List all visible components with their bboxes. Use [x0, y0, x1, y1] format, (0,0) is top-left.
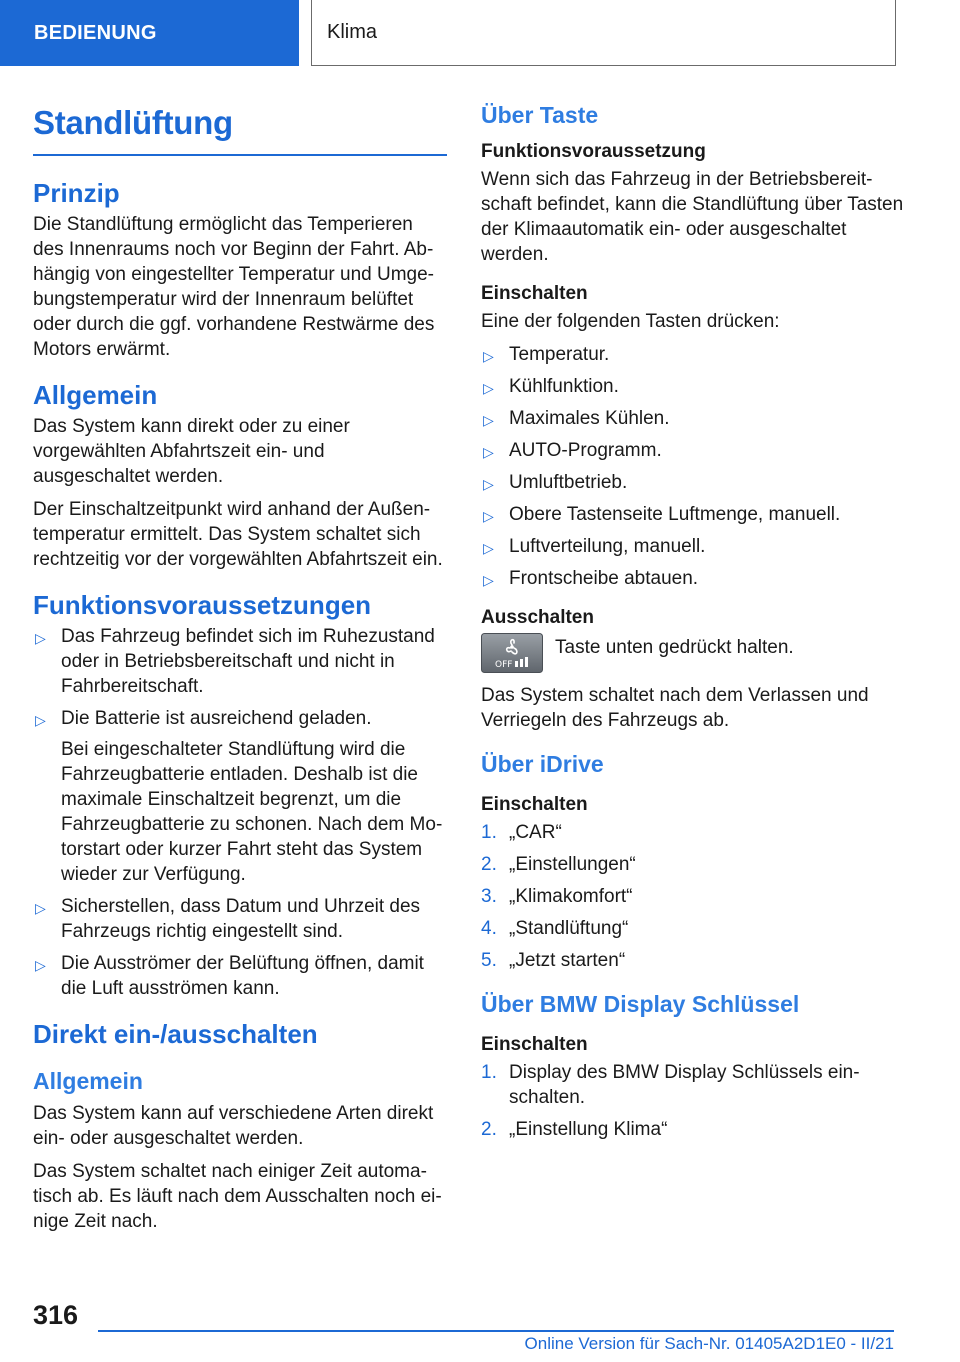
- header-section-tab: BEDIENUNG: [0, 0, 299, 66]
- heading-prinzip: Prinzip: [33, 178, 120, 208]
- list-item: 2. „Einstellung Klima“: [481, 1119, 668, 1140]
- step-number: 4.: [481, 918, 497, 939]
- left-column: [33, 96, 447, 1242]
- heading-einschalten-bmwkey: Einschalten: [481, 1034, 588, 1055]
- triangle-bullet-icon: ▷: [483, 380, 494, 396]
- paragraph-direkt-2: Das System schaltet nach einiger Zeit automatisch ab. Es läuft nach dem Ausschalten noch einige Zeit nach.: [33, 1161, 442, 1232]
- fan-off-instruction: [481, 633, 911, 673]
- list-item: ▷ Die Batterie ist ausreichend geladen. Bei eingeschalteter Standlüftung wird die Fahrzeugbatterie entladen. Deshalb ist die maximale Einschaltzeit begrenzt, um die Fahrzeugbatterie zu schonen. Nach dem Motorstart oder kurzer Fahrt steht das System wieder zur Verfügung.: [33, 706, 447, 887]
- triangle-bullet-icon: ▷: [483, 412, 494, 428]
- paragraph-ausschalten: Taste unten gedrückt halten.: [555, 637, 794, 658]
- keys-list: [481, 342, 911, 591]
- paragraph-prinzip: Die Standlüftung ermöglicht das Temperieren des Innenraums noch vor Beginn der Fahrt. Abhängig von eingestellter Temperatur und Umgebungstemperatur wird der Innenraum belüftet oder durch die ggf. vorhandene Restwärme des Motors erwärmt.: [33, 214, 435, 360]
- list-item: ▷ AUTO-Programm.: [481, 438, 911, 463]
- triangle-bullet-icon: ▷: [483, 444, 494, 460]
- paragraph-allgemein-1: Das System kann direkt oder zu einer vorgewählten Abfahrtszeit ein- und ausgeschaltet werden.: [33, 416, 350, 487]
- triangle-bullet-icon: ▷: [483, 572, 494, 588]
- heading-einschalten-idrive: Einschalten: [481, 794, 588, 815]
- heading-ueber-idrive: Über iDrive: [481, 751, 604, 777]
- step-number: 5.: [481, 950, 497, 971]
- list-item: 5. „Jetzt starten“: [481, 950, 626, 971]
- fan-off-icon: [481, 633, 543, 673]
- triangle-bullet-icon: ▷: [35, 900, 46, 916]
- triangle-bullet-icon: ▷: [35, 630, 46, 646]
- requirements-list: [33, 624, 447, 1001]
- list-item: ▷ Temperatur.: [481, 342, 911, 367]
- list-item: 1. Display des BMW Display Schlüssels einschalten.: [481, 1062, 860, 1108]
- heading-funktionsvoraussetzung: Funktionsvoraussetzung: [481, 141, 706, 162]
- list-item: ▷ Obere Tastenseite Luftmenge, manuell.: [481, 502, 911, 527]
- list-item: 1. „CAR“: [481, 822, 562, 843]
- step-number: 2.: [481, 1119, 497, 1140]
- list-item: ▷ Umluftbetrieb.: [481, 470, 911, 495]
- heading-einschalten-taste: Einschalten: [481, 283, 588, 304]
- step-number: 1.: [481, 1062, 497, 1083]
- battery-note: Bei eingeschalteter Standlüftung wird die Fahrzeugbatterie entladen. Deshalb ist die maximale Einschaltzeit begrenzt, um die Fahrzeugbatterie zu schonen. Nach dem Motorstart oder kurzer Fahrt steht das System wieder zur Verfügung.: [61, 739, 443, 885]
- list-item: 3. „Klimakomfort“: [481, 886, 633, 907]
- list-item: ▷ Kühlfunktion.: [481, 374, 911, 399]
- list-item: ▷ Maximales Kühlen.: [481, 406, 911, 431]
- idrive-steps: [481, 820, 911, 973]
- heading-allgemein: Allgemein: [33, 380, 158, 410]
- heading-ueber-taste: Über Taste: [481, 102, 599, 128]
- header-chapter: Klima: [311, 0, 896, 66]
- paragraph-einschalten-taste: Eine der folgenden Tasten drücken:: [481, 311, 780, 332]
- heading-direkt: Direkt ein-/ausschalten: [33, 1019, 318, 1049]
- list-item: ▷ Frontscheibe abtauen.: [481, 566, 911, 591]
- footer-version-text: Online Version für Sach-Nr. 01405A2D1E0 - II/21: [524, 1334, 894, 1353]
- heading-funktionsvoraussetzungen: Funktionsvoraussetzungen: [33, 590, 372, 620]
- page-title: Standlüftung: [33, 104, 447, 156]
- triangle-bullet-icon: ▷: [483, 348, 494, 364]
- list-item: ▷ Das Fahrzeug befindet sich im Ruhezustand oder in Betriebsbereitschaft und nicht in Fahrbereitschaft.: [35, 626, 435, 697]
- step-number: 2.: [481, 854, 497, 875]
- svg-text:OFF: OFF: [495, 660, 513, 670]
- page-number: 316: [33, 1300, 79, 1330]
- footer-divider: [98, 1330, 894, 1332]
- triangle-bullet-icon: ▷: [483, 476, 494, 492]
- paragraph-funktionsvoraussetzung: Wenn sich das Fahrzeug in der Betriebsbereitschaft befindet, kann die Standlüftung über Tasten der Klimaautomatik ein- oder ausgeschaltet werden.: [481, 169, 904, 265]
- subheading-allgemein: Allgemein: [33, 1068, 143, 1094]
- heading-ueber-bmw-display-schluessel: Über BMW Display Schlüssel: [481, 991, 800, 1017]
- paragraph-allgemein-2: Der Einschaltzeitpunkt wird anhand der Außentemperatur ermittelt. Das System schaltet sich rechtzeitig vor der vorgewählten Abfahrtszeit ein.: [33, 499, 443, 570]
- list-item: 4. „Standlüftung“: [481, 918, 629, 939]
- list-item: ▷ Luftverteilung, manuell.: [481, 534, 911, 559]
- triangle-bullet-icon: ▷: [483, 540, 494, 556]
- list-item: ▷ Sicherstellen, dass Datum und Uhrzeit des Fahrzeugs richtig eingestellt sind.: [35, 896, 421, 942]
- paragraph-auto-off: Das System schaltet nach dem Verlassen und Verriegeln des Fahrzeugs ab.: [481, 685, 869, 731]
- bmwkey-steps: [481, 1060, 911, 1142]
- list-item: ▷ Die Ausströmer der Belüftung öffnen, damit die Luft ausströmen kann.: [35, 953, 424, 999]
- step-number: 3.: [481, 886, 497, 907]
- paragraph-direkt-1: Das System kann auf verschiedene Arten direkt ein- oder ausgeschaltet werden.: [33, 1103, 434, 1149]
- triangle-bullet-icon: ▷: [483, 508, 494, 524]
- right-column: [481, 96, 911, 1150]
- step-number: 1.: [481, 822, 497, 843]
- list-item: 2. „Einstellungen“: [481, 854, 636, 875]
- heading-ausschalten: Ausschalten: [481, 607, 594, 628]
- triangle-bullet-icon: ▷: [35, 957, 46, 973]
- triangle-bullet-icon: ▷: [35, 712, 46, 728]
